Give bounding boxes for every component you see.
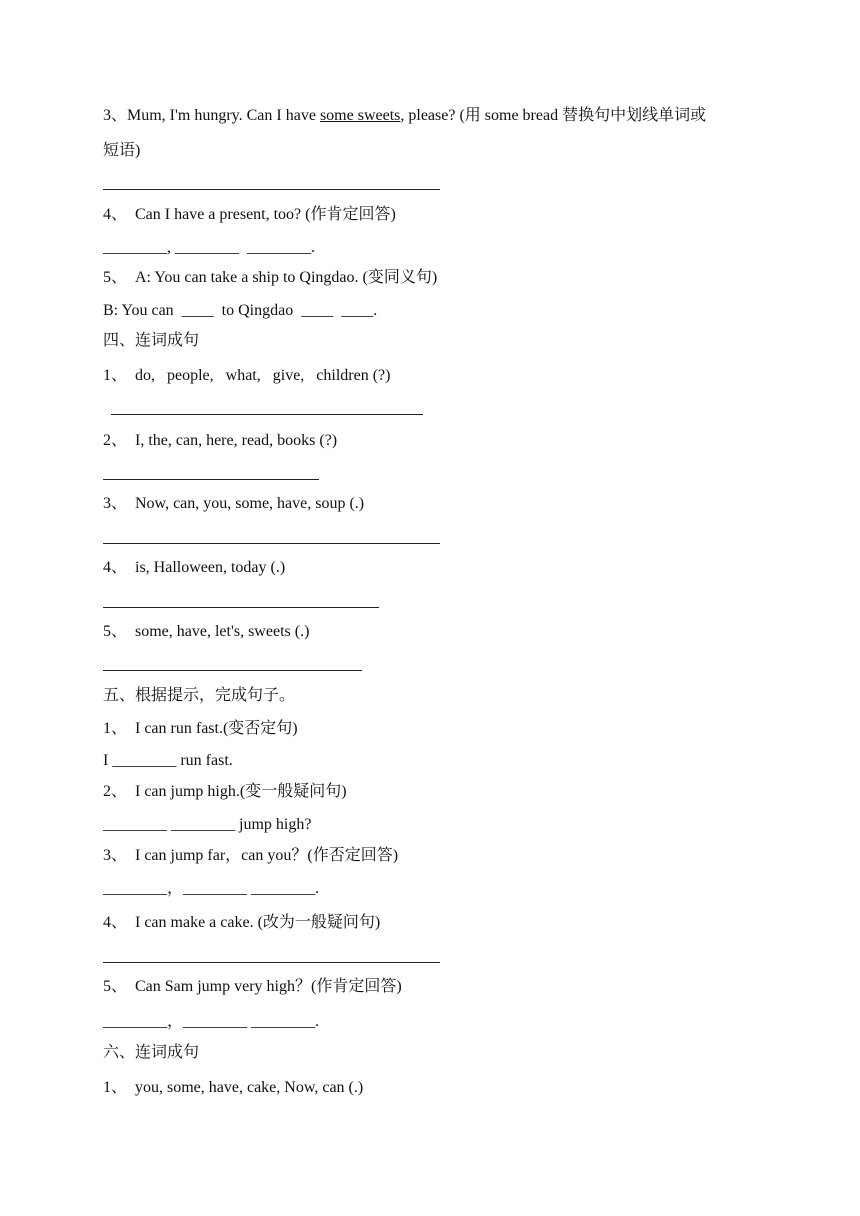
s5-question-2-answer: ________ ________ jump high? xyxy=(103,816,312,833)
s5-question-4: 4、 I can make a cake. (改为一般疑问句) xyxy=(103,914,381,931)
s3-q3-text-b: , please? (用 some bread 替换句中划线单词或 xyxy=(400,107,707,124)
answer-line xyxy=(103,479,319,480)
s5-question-5: 5、 Can Sam jump very high？(作肯定回答) xyxy=(103,978,402,995)
answer-line xyxy=(103,962,440,963)
answer-line xyxy=(103,670,362,671)
s3-question-3 xyxy=(103,106,706,126)
section-6-heading: 六、连词成句 xyxy=(103,1044,200,1061)
s5-question-5-answer: ________，________ ________. xyxy=(103,1013,320,1030)
s3-question-4-blanks: ________, ________ ________. xyxy=(103,239,315,256)
s5-question-1-answer: I ________ run fast. xyxy=(103,752,233,769)
s6-question-1: 1、 you, some, have, cake, Now, can (.) xyxy=(103,1079,364,1096)
s3-q3-underlined-phrase: some sweets xyxy=(319,107,401,124)
s3-question-5: 5、 A: You can take a ship to Qingdao. (变同义句) xyxy=(103,269,438,286)
s5-question-3: 3、 I can jump far，can you？(作否定回答) xyxy=(103,847,399,864)
answer-line xyxy=(103,543,440,544)
s4-question-5: 5、 some, have, let's, sweets (.) xyxy=(103,623,310,640)
section-5-heading: 五、根据提示，完成句子。 xyxy=(103,687,296,704)
s3-question-4: 4、 Can I have a present, too? (作肯定回答) xyxy=(103,206,396,223)
s4-question-2: 2、 I, the, can, here, read, books (?) xyxy=(103,432,338,449)
answer-line xyxy=(111,414,423,415)
s4-question-4: 4、 is, Halloween, today (.) xyxy=(103,559,286,576)
s4-question-1: 1、 do, people, what, give, children (?) xyxy=(103,367,391,384)
answer-line xyxy=(103,189,440,190)
s5-question-1: 1、 I can run fast.(变否定句) xyxy=(103,720,298,737)
s5-question-3-answer: ________，________ ________. xyxy=(103,880,320,897)
s4-question-3: 3、 Now, can, you, some, have, soup (.) xyxy=(103,495,365,512)
s3-q3-text-a: 3、Mum, I'm hungry. Can I have xyxy=(103,107,320,124)
s3-question-5-b: B: You can ____ to Qingdao ____ ____. xyxy=(103,302,378,319)
answer-line xyxy=(103,607,379,608)
s3-question-3-cont: 短语) xyxy=(103,142,141,159)
section-4-heading: 四、连词成句 xyxy=(103,332,200,349)
s5-question-2: 2、 I can jump high.(变一般疑问句) xyxy=(103,783,347,800)
